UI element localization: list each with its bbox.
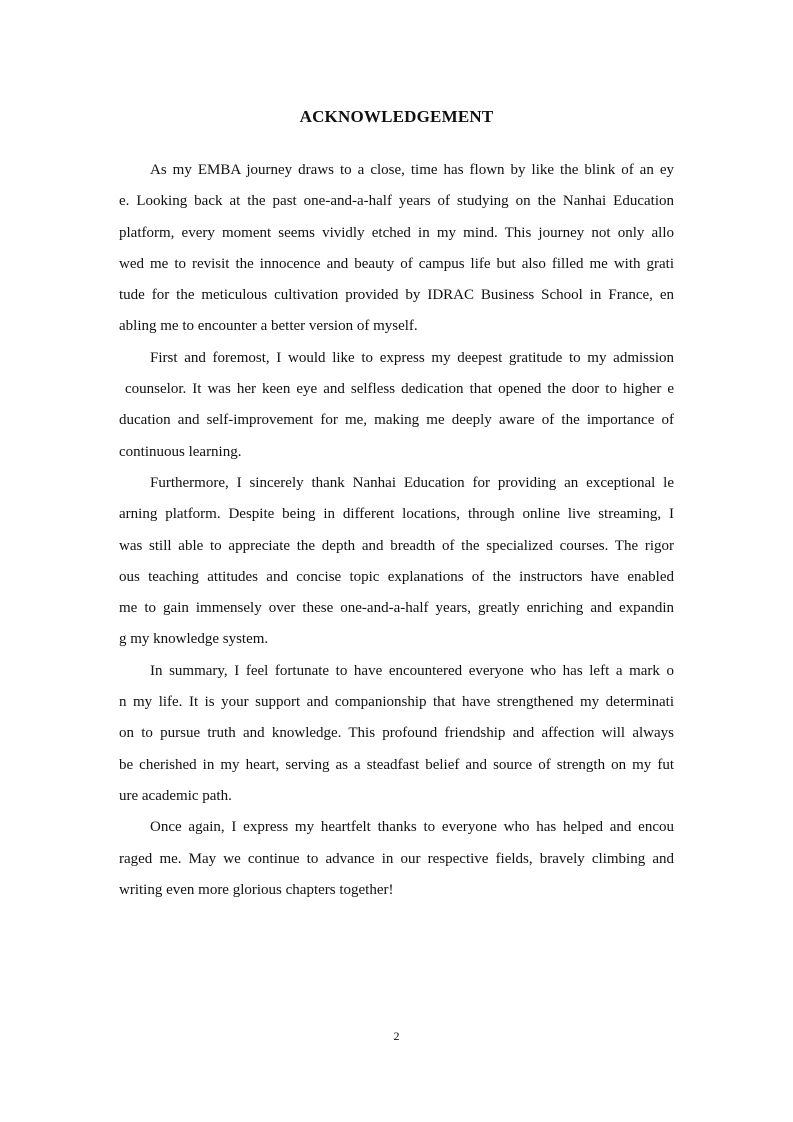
text-line: g my knowledge system. bbox=[119, 631, 269, 648]
text-line: ducation and self-improvement for me, making me deeply aware of the importance of bbox=[119, 412, 674, 429]
page-number: 2 bbox=[393, 1029, 400, 1043]
text-line: ous teaching attitudes and concise topic explanations of the instructors have enabled bbox=[119, 568, 674, 585]
text-line: n my life. It is your support and companionship that have strengthened my determinati bbox=[119, 694, 674, 711]
paragraph-5 bbox=[119, 812, 674, 906]
text-line: Furthermore, I sincerely thank Nanhai Education for providing an exceptional le bbox=[150, 474, 674, 491]
text-line: on to pursue truth and knowledge. This profound friendship and affection will always bbox=[119, 725, 674, 742]
text-line: platform, every moment seems vividly etched in my mind. This journey not only allo bbox=[119, 224, 674, 241]
acknowledgement-body bbox=[119, 155, 674, 906]
text-line: tude for the meticulous cultivation provided by IDRAC Business School in France, en bbox=[119, 287, 674, 304]
text-line: First and foremost, I would like to express my deepest gratitude to my admission bbox=[150, 349, 674, 366]
paragraph-1 bbox=[119, 155, 674, 343]
text-line: writing even more glorious chapters together! bbox=[119, 881, 394, 898]
text-line: counselor. It was her keen eye and selfless dedication that opened the door to higher e bbox=[119, 381, 674, 398]
text-line: ure academic path. bbox=[119, 787, 232, 804]
text-line: me to gain immensely over these one-and-a-half years, greatly enriching and expandin bbox=[119, 600, 674, 617]
page-title: ACKNOWLEDGEMENT bbox=[299, 107, 494, 126]
paragraph-4 bbox=[119, 656, 674, 812]
text-line: abling me to encounter a better version of myself. bbox=[119, 318, 418, 335]
text-line: As my EMBA journey draws to a close, time has flown by like the blink of an ey bbox=[150, 162, 674, 178]
text-line: arning platform. Despite being in different locations, through online live streaming, I bbox=[119, 506, 674, 523]
paragraph-3 bbox=[119, 468, 674, 656]
text-line: In summary, I feel fortunate to have encountered everyone who has left a mark o bbox=[150, 662, 674, 679]
text-line: raged me. May we continue to advance in our respective fields, bravely climbing and bbox=[119, 850, 674, 867]
paragraph-2 bbox=[119, 343, 674, 468]
text-line: e. Looking back at the past one-and-a-half years of studying on the Nanhai Education bbox=[119, 193, 674, 210]
text-line: Once again, I express my heartfelt thanks to everyone who has helped and encou bbox=[150, 819, 674, 836]
text-line: wed me to revisit the innocence and beauty of campus life but also filled me with grati bbox=[119, 255, 674, 272]
text-line: be cherished in my heart, serving as a steadfast belief and source of strength on my fut bbox=[119, 756, 674, 773]
text-line: continuous learning. bbox=[119, 443, 242, 460]
text-line: was still able to appreciate the depth and breadth of the specialized courses. The rigor bbox=[119, 537, 674, 554]
